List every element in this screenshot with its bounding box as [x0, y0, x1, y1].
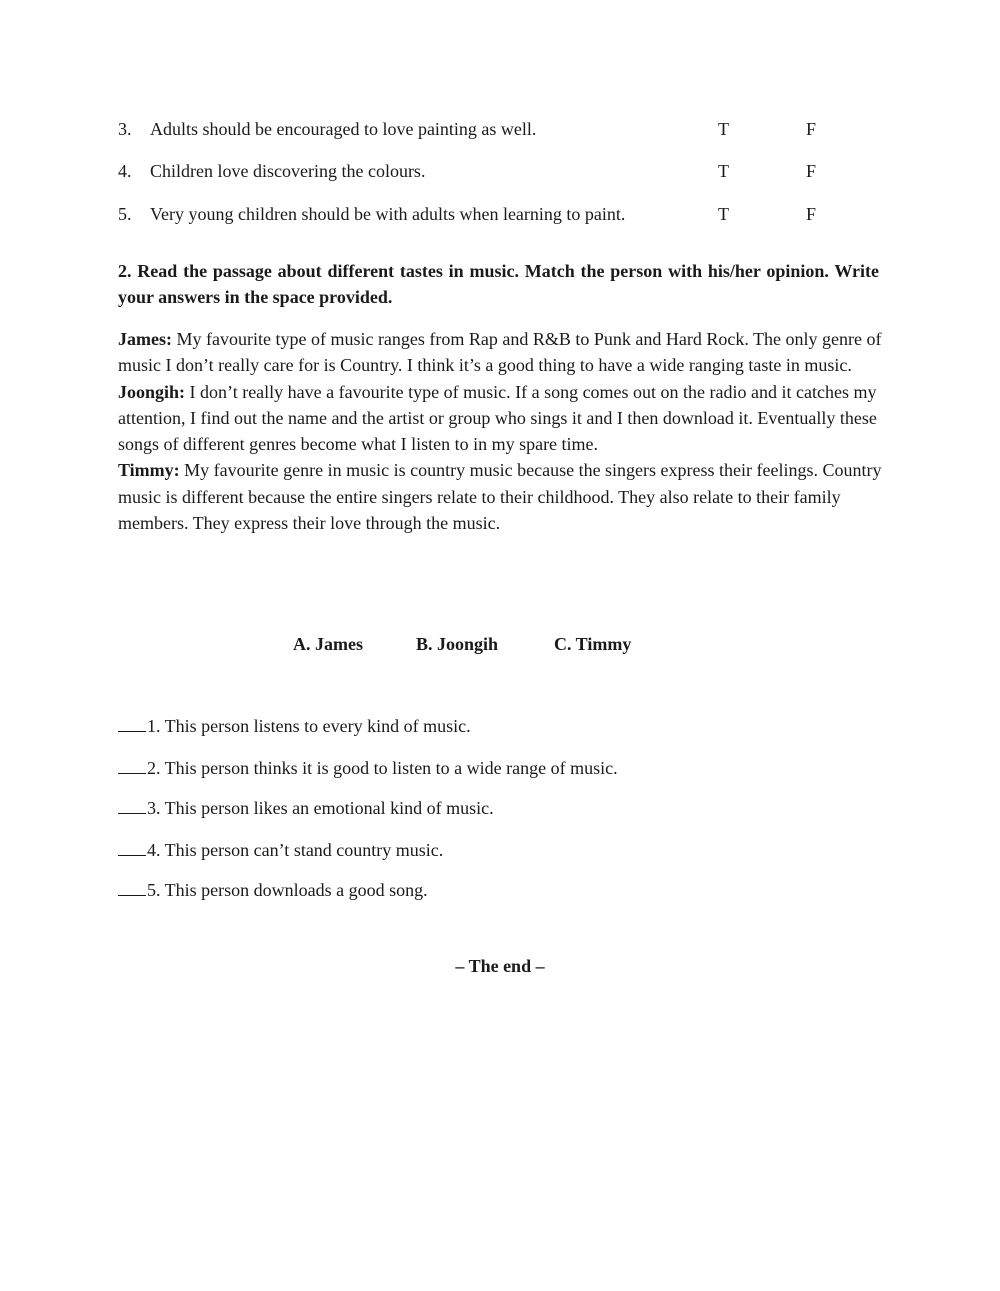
passage-paragraph-james	[118, 326, 888, 379]
answer-blank[interactable]	[118, 755, 146, 774]
speaker-text: My favourite type of music ranges from Rap and R&B to Punk and Hard Rock. The only genre of music I don’t really care for is Country. I think it’s a good thing to have a wide ranging taste in music.	[118, 329, 882, 376]
tf-statement-3	[118, 116, 898, 142]
statement-text: 2. This person thinks it is good to listen to a wide range of music.	[147, 758, 618, 778]
statement-text: 4. This person can’t stand country music.	[147, 840, 444, 860]
answer-blank[interactable]	[118, 837, 146, 856]
answer-options	[0, 630, 1000, 658]
speaker-text: My favourite genre in music is country music because the singers express their feelings. Country music is different because the entire singers relate to their childhood. They also relate to their family members. They express their love through the music.	[118, 460, 882, 534]
tf-false-option[interactable]: F	[806, 204, 817, 224]
tf-number: 5.	[118, 204, 132, 224]
speaker-text: I don’t really have a favourite type of music. If a song comes out on the radio and it catches my attention, I find out the name and the artist or group who sings it and I then download it. Eventually these songs of different genres become what I listen to in my spare time.	[118, 381, 877, 455]
statement-text: 5. This person downloads a good song.	[147, 880, 428, 900]
option-c: C. Timmy	[554, 634, 632, 654]
tf-text: Adults should be encouraged to love painting as well.	[150, 119, 537, 139]
answer-blank[interactable]	[118, 877, 146, 896]
statement-text: 1. This person listens to every kind of music.	[147, 716, 471, 736]
tf-number: 4.	[118, 161, 132, 181]
speaker-name: Timmy:	[118, 460, 180, 481]
option-b: B. Joongih	[416, 634, 499, 654]
tf-text: Very young children should be with adults when learning to paint.	[150, 204, 626, 224]
answer-blank[interactable]	[118, 713, 146, 732]
match-statement-3	[118, 795, 494, 821]
option-a: A. James	[293, 634, 363, 654]
tf-true-option[interactable]: T	[718, 119, 729, 139]
match-statement-4	[118, 837, 443, 863]
answer-blank[interactable]	[118, 795, 146, 814]
tf-true-option[interactable]: T	[718, 161, 729, 181]
tf-false-option[interactable]: F	[806, 161, 817, 181]
tf-statement-4	[118, 158, 898, 184]
end-marker: – The end –	[455, 956, 545, 976]
passage-paragraph-timmy	[118, 457, 888, 536]
speaker-name: James:	[118, 329, 172, 349]
match-statement-1	[118, 713, 471, 739]
speaker-name: Joongih:	[118, 381, 186, 402]
tf-false-option[interactable]: F	[806, 119, 817, 139]
match-statement-2	[118, 755, 618, 781]
match-statement-5	[118, 877, 428, 903]
passage-paragraph-joongih	[118, 379, 888, 458]
tf-number: 3.	[118, 119, 132, 139]
tf-statement-5	[118, 201, 898, 227]
statement-text: 3. This person likes an emotional kind of music.	[147, 798, 494, 818]
section-2-heading: 2. Read the passage about different tastes in music. Match the person with his/her opinion. Write your answers in the space provided.	[118, 261, 879, 307]
music-passage	[118, 326, 888, 536]
tf-text: Children love discovering the colours.	[150, 161, 426, 181]
tf-true-option[interactable]: T	[718, 204, 729, 224]
